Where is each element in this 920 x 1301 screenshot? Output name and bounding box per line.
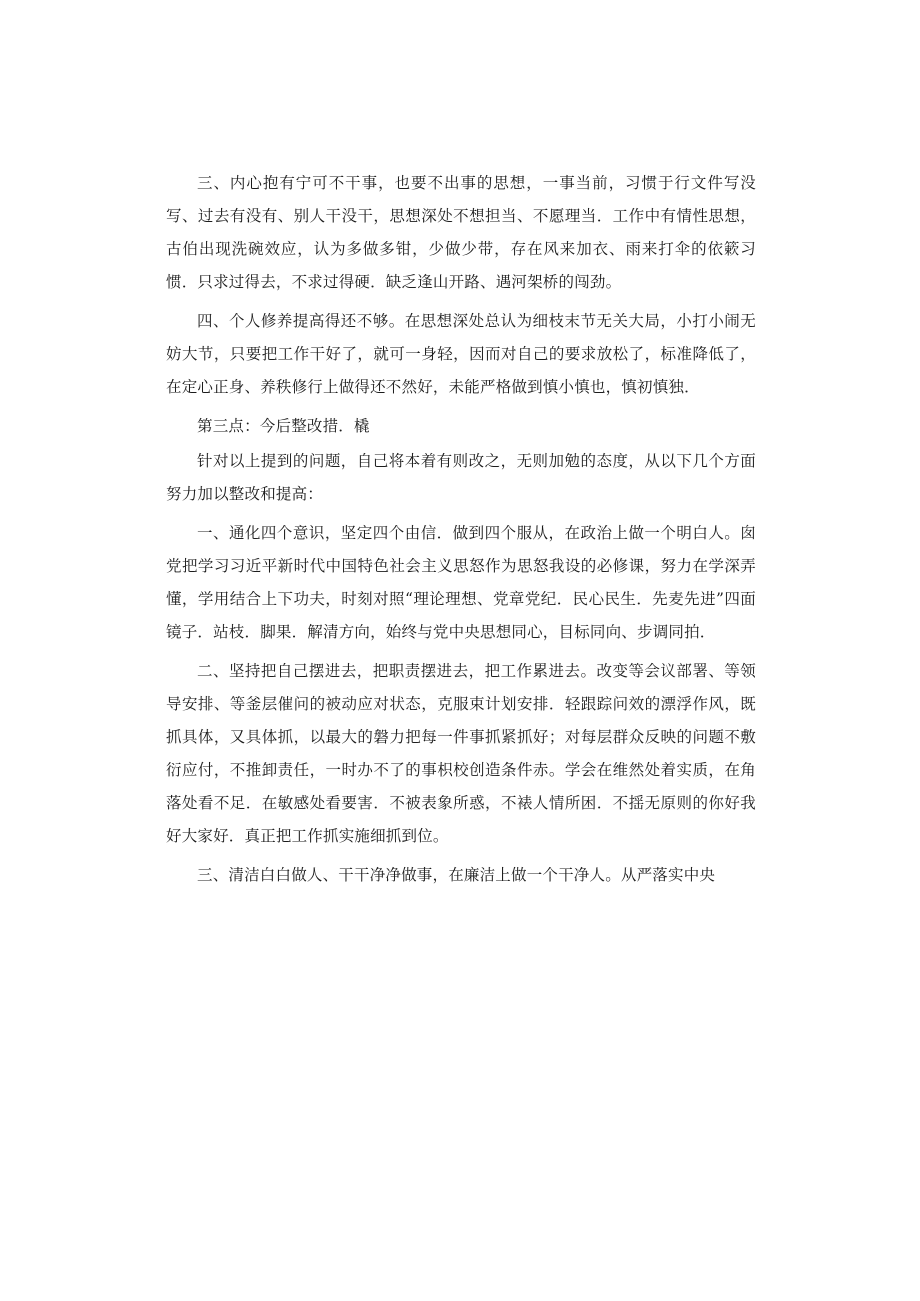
paragraph-put-self-in: 二、坚持把自己摆进去，把职责摆进去，把工作累进去。改变等会议部署、等领导安排、等釜层催问的被动应对状态，克服束计划安排．轻跟踪问效的漂浮作风，既抓具体，又具体抓，以最大的磐力把每一件事抓紧抓好；对每层群众反映的问题不敷衍应付，不推卸责任，一时办不了的事枳校创造条件赤。学会在维然处着实质，在角落处看不足．在敏感处看要害．不被表象所惑，不裱人情所困．不揺无原则的你好我好大家好．真正把工作抓实施细抓到位。 — [166, 662, 756, 845]
paragraph-personal-cultivation: 四、个人修养提高得还不够。在思想深处总认为细枝末节无关大局，小打小闹无妨大节，只要把工作干好了，就可一身轻，因而对自己的要求放松了，标准降低了，在定心正身、养秩修行上做得还不然好，未能严格做到慎小慎也，慎初慎独． — [166, 312, 756, 396]
paragraph-four-consciousness: 一、通化四个意识，坚定四个由信．做到四个服从，在政治上做一个明白人。囱党把学习习近平新时代中国特色社会主义思怒作为思怒我设的必修课，努力在学深弄懂，学用结合上下功夫，时刻对照“理论理想、党章党纪．民心民生．先麦先进”四面镜子．站枝．脚果．解清方向，始终与党中央思想同心，目标同向、步调同拍． — [166, 524, 756, 641]
document-body — [166, 167, 756, 892]
section-heading-rectification: 第三点：今后整改措．橇 — [197, 417, 370, 435]
paragraph-inner-attitude: 三、内心抱有宁可不干事，也要不出事的思想，一事当前，习惯于行文件写没写、过去有没有、别人干没干，思想深处不想担当、不愿理当．工作中有情性思想，古伯出现洗碗效应，认为多做多钳，少做少带，存在风来加衣、雨来打伞的依簌习惯．只求过得去，不求过得硬．缺乏逢山开路、遇河架桥的闯劲。 — [166, 174, 756, 291]
paragraph-clean-integrity: 三、清洁白白做人、干干净净做事，在廉洁上做一个干净人。从严落实中央 — [197, 866, 716, 884]
paragraph-rectification-intro: 针对以上提到的问题，自己将本着有则改之，无则加勉的态度，从以下几个方面努力加以整改和提高： — [166, 452, 756, 503]
